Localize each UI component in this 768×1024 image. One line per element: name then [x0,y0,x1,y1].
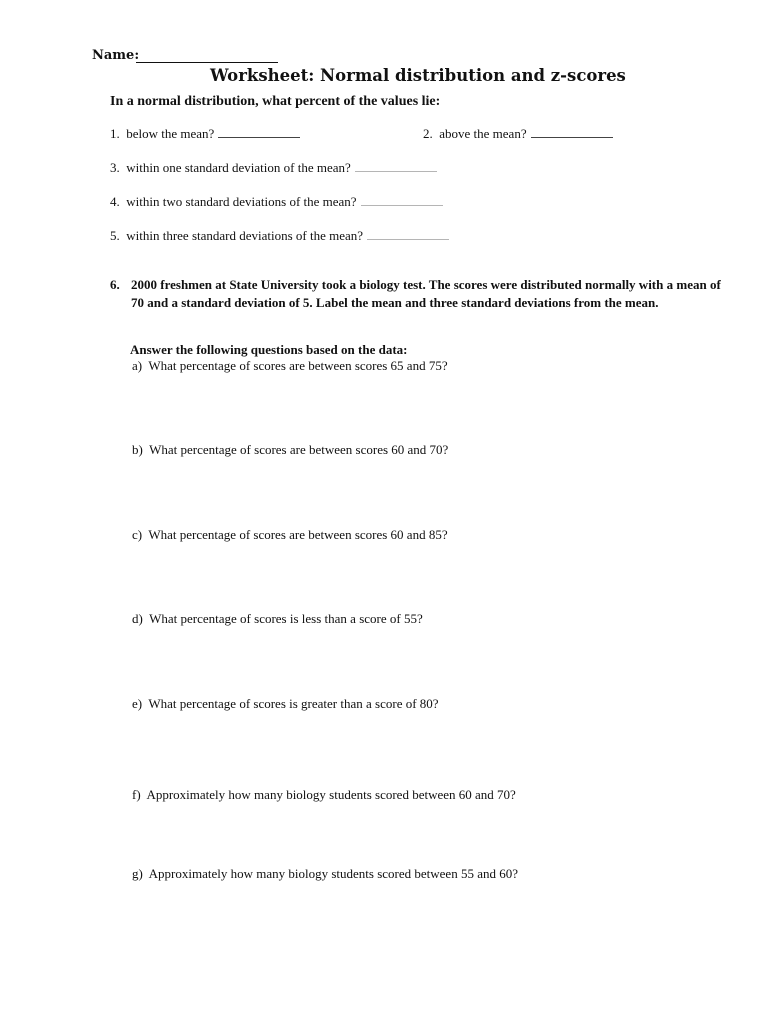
subquestion-letter: d) [132,611,143,626]
worksheet-title: Worksheet: Normal distribution and z-scores [210,66,626,85]
subquestion-letter: a) [132,358,143,373]
subquestion-text: What percentage of scores are between scores 60 and 85? [148,527,448,542]
answer-heading: Answer the following questions based on the data: [130,342,408,357]
name-label: Name: [92,48,140,63]
question-number: 4. [110,194,120,209]
question-number: 1. [110,126,120,141]
question-1 [110,126,300,142]
answer-blank[interactable] [218,137,300,138]
subquestion-text: What percentage of scores are between scores 65 and 75? [148,358,448,373]
subquestion-letter: c) [132,527,143,542]
problem-number: 6. [110,277,120,292]
subquestion-letter: f) [132,787,141,802]
subquestion-letter: e) [132,696,143,711]
subquestion-text: What percentage of scores is greater than a score of 80? [148,696,439,711]
question-text: within one standard deviation of the mean? [126,160,351,175]
subquestion-text: What percentage of scores is less than a score of 55? [149,611,423,626]
question-2 [423,126,613,142]
subquestion-b [132,442,448,458]
subquestion-g [132,866,518,882]
name-answer-line[interactable] [136,62,278,63]
answer-blank[interactable] [355,171,437,172]
subquestion-letter: b) [132,442,143,457]
subquestion-c [132,527,448,543]
answer-blank[interactable] [367,239,449,240]
intro-prompt: In a normal distribution, what percent of the values lie: [110,94,441,109]
question-3 [110,160,437,176]
subquestion-text: Approximately how many biology students scored between 55 and 60? [148,866,518,881]
question-number: 5. [110,228,120,243]
question-text: below the mean? [126,126,215,141]
subquestion-a [132,358,448,374]
question-5 [110,228,449,244]
subquestion-e [132,696,439,712]
question-text: above the mean? [439,126,527,141]
question-text: within two standard deviations of the mean? [126,194,357,209]
subquestion-letter: g) [132,866,143,881]
question-4 [110,194,443,210]
problem-6 [110,276,730,312]
question-number: 2. [423,126,433,141]
subquestion-text: What percentage of scores are between scores 60 and 70? [149,442,449,457]
question-number: 3. [110,160,120,175]
answer-blank[interactable] [361,205,443,206]
subquestion-f [132,787,516,803]
subquestion-d [132,611,423,627]
question-text: within three standard deviations of the mean? [126,228,364,243]
answer-blank[interactable] [531,137,613,138]
problem-text: 2000 freshmen at State University took a biology test. The scores were distributed normally with a mean of 70 and a standard deviation of 5. Label the mean and three standard deviations from the mean. [131,277,721,310]
subquestion-text: Approximately how many biology students scored between 60 and 70? [146,787,516,802]
